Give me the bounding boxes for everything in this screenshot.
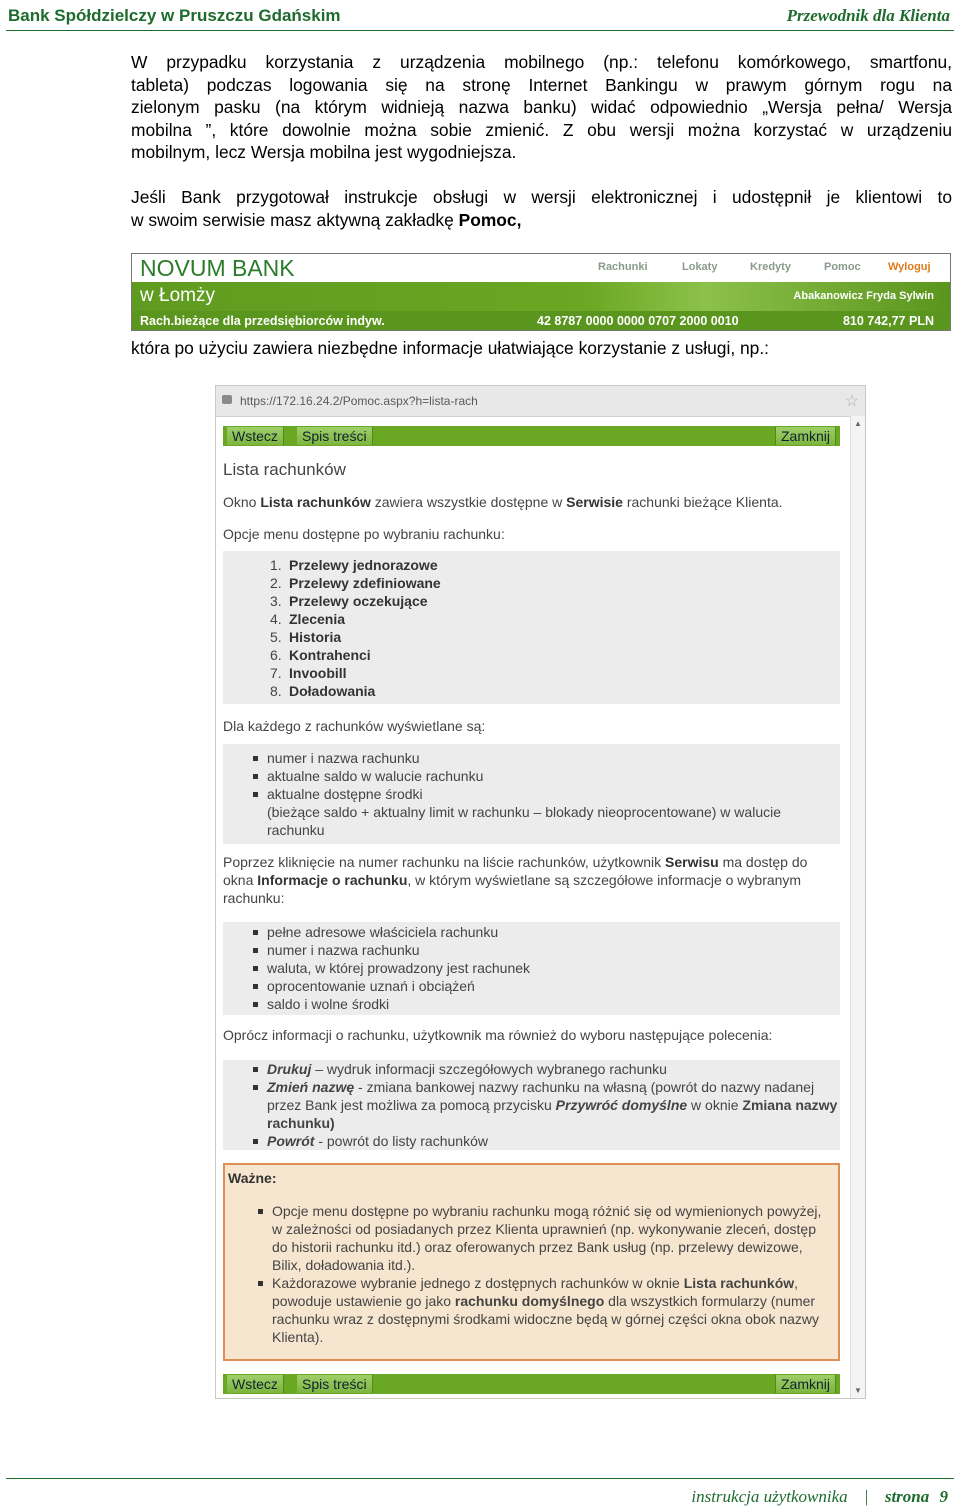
account-number: 42 8787 0000 0000 0707 2000 0010 xyxy=(537,314,739,328)
important-continuation: rachunku wraz z dostępnymi środkami widoczne będą w górnej części okna obok nazwy xyxy=(272,1311,820,1327)
important-continuation: Bilix, doładowania itd.). xyxy=(272,1257,416,1273)
scroll-up-icon: ▲ xyxy=(854,419,862,428)
bank-banner-top xyxy=(132,254,950,282)
important-continuation: do historii rachunku itd.) oraz oferowanych przez Bank usług (np. przelewy dewizowe, xyxy=(272,1239,803,1255)
close-button: Zamknij xyxy=(775,1375,836,1393)
displayed-fields-list xyxy=(223,744,840,844)
help-line xyxy=(131,209,952,232)
bank-banner-green xyxy=(132,282,950,311)
menu-item: 3. Przelewy oczekujące xyxy=(270,593,428,609)
nav-pomoc: Pomoc xyxy=(824,261,861,273)
help-toolbar-top xyxy=(223,426,840,446)
commands-heading: Oprócz informacji o rachunku, użytkownik ma również do wyboru następujące polecenia: xyxy=(223,1027,773,1043)
help-line-text: w swoim serwisie masz aktywną zakładkę xyxy=(131,209,459,230)
menu-item: 7. Invoobill xyxy=(270,665,347,681)
intro-line: zielonym pasku (na którym widnieją nazwa banku) widać odpowiednio „Wersja pełna/ Wersja xyxy=(131,97,952,117)
list-item: saldo i wolne środki xyxy=(267,996,390,1012)
example-caption: która po użyciu zawiera niezbędne informacje ułatwiające korzystanie z usługi, np.: xyxy=(131,338,769,358)
lock-icon xyxy=(222,395,232,404)
list-item: aktualne saldo w walucie rachunku xyxy=(267,768,484,784)
important-continuation: Klienta). xyxy=(272,1329,324,1345)
menu-item: 4. Zlecenia xyxy=(270,611,346,627)
user-name: Abakanowicz Fryda Sylwin xyxy=(793,290,934,302)
important-title: Ważne: xyxy=(228,1170,277,1186)
list-item: waluta, w której prowadzony jest rachunek xyxy=(267,960,531,976)
list-item: Powrót - powrót do listy rachunków xyxy=(267,1133,488,1149)
bank-banner-image xyxy=(131,253,951,331)
list-item: Drukuj – wydruk informacji szczegółowych wybranego rachunku xyxy=(267,1061,667,1077)
toc-button: Spis treści xyxy=(297,1375,373,1393)
page-header xyxy=(6,0,954,31)
list-item-continuation: przez Bank jest możliwa za pomocą przycisku Przywróć domyślne w oknie Zmiana nazwy xyxy=(267,1097,838,1113)
intro-line: tableta) podczas logowania się na stronę Internet Bankingu w prawym górnym rogu na xyxy=(131,74,952,95)
account-balance: 810 742,77 PLN xyxy=(842,314,934,328)
list-heading: Dla każdego z rachunków wyświetlane są: xyxy=(223,718,486,734)
help-title: Lista rachunków xyxy=(223,460,346,479)
nav-rachunki: Rachunki xyxy=(598,261,648,273)
click-info-line: okna Informacje o rachunku, w którym wyświetlane są szczegółowe informacje o wybranym xyxy=(223,872,802,888)
scrollbar xyxy=(850,416,865,1398)
page-footer xyxy=(6,1478,954,1506)
help-paragraph xyxy=(131,186,952,231)
close-button: Zamknij xyxy=(775,427,836,445)
important-item: Każdorazowe wybranie jednego z dostępnych rachunków w oknie Lista rachunków, xyxy=(272,1275,799,1291)
menu-options-list xyxy=(223,551,840,704)
menu-item: 2. Przelewy zdefiniowane xyxy=(270,575,441,591)
footer-page-label: strona xyxy=(884,1487,930,1506)
star-icon: ☆ xyxy=(844,393,859,410)
address-bar xyxy=(216,386,865,417)
help-intro: Okno Lista rachunków zawiera wszystkie dostępne w Serwisie rachunki bieżące Klienta. xyxy=(223,494,783,510)
list-item: pełne adresowe właściciela rachunku xyxy=(267,924,499,940)
click-info-line: Poprzez kliknięcie na numer rachunku na liście rachunków, użytkownik Serwisu ma dostęp do xyxy=(223,854,808,870)
account-info-list xyxy=(223,922,840,1015)
help-window-screenshot xyxy=(215,385,866,1399)
important-continuation: powoduje ustawienie go jako rachunku domyślnego dla wszystkich formularzy (numer xyxy=(272,1293,816,1309)
click-info-line: rachunku: xyxy=(223,890,285,906)
menu-item: 1. Przelewy jednorazowe xyxy=(270,557,438,573)
header-guide-title: Przewodnik dla Klienta xyxy=(786,6,950,25)
list-item: numer i nazwa rachunku xyxy=(267,942,420,958)
list-item-continuation: (bieżące saldo + aktualny limit w rachunku – blokady nieoprocentowane) w walucie xyxy=(267,804,782,820)
important-item: Opcje menu dostępne po wybraniu rachunku mogą różnić się od wymienionych powyżej, xyxy=(272,1203,822,1219)
footer-text xyxy=(691,1487,948,1507)
important-note-box xyxy=(223,1163,840,1361)
nav-wyloguj: Wyloguj xyxy=(888,261,931,273)
help-toolbar-bottom xyxy=(223,1374,840,1394)
important-continuation: w zależności od posiadanych przez Klienta uprawnień (np. wykonywanie zleceń, dostęp xyxy=(272,1221,816,1237)
list-item: numer i nazwa rachunku xyxy=(267,750,420,766)
list-item: oprocentowanie uznań i obciążeń xyxy=(267,978,475,994)
header-bank-name: Bank Spółdzielczy w Pruszczu Gdańskim xyxy=(8,6,341,25)
nav-kredyty: Kredyty xyxy=(750,261,791,273)
intro-line: mobilna ”, które dowolnie można sobie zmienić. Z obu wersji można korzystać w urządzeniu xyxy=(131,119,952,140)
toc-button: Spis treści xyxy=(297,427,373,445)
menu-heading: Opcje menu dostępne po wybraniu rachunku: xyxy=(223,526,505,542)
url-text: https://172.16.24.2/Pomoc.aspx?h=lista-rach xyxy=(240,394,478,408)
account-name: Rach.bieżące dla przedsiębiorców indyw. xyxy=(140,314,385,328)
menu-item: 6. Kontrahenci xyxy=(270,647,371,663)
list-item-continuation: rachunku) xyxy=(267,1115,335,1131)
intro-line: mobilnym, lecz Wersja mobilna jest wygodniejsza. xyxy=(131,142,517,162)
list-item-continuation: rachunku xyxy=(267,822,325,838)
bank-name: NOVUM BANK xyxy=(140,255,295,281)
intro-paragraph xyxy=(131,51,952,164)
list-item: aktualne dostępne środki xyxy=(267,786,423,802)
menu-item: 8. Doładowania xyxy=(270,683,376,699)
footer-label: instrukcja użytkownika xyxy=(691,1487,848,1506)
page-number: 9 xyxy=(939,1487,948,1506)
back-button: Wstecz xyxy=(227,1375,284,1393)
intro-line: W przypadku korzystania z urządzenia mobilnego (np.: telefonu komórkowego, smartfonu, xyxy=(131,52,952,72)
scroll-down-icon: ▼ xyxy=(854,1386,862,1395)
help-line: Jeśli Bank przygotował instrukcje obsługi w wersji elektronicznej i udostępnił je klientowi to xyxy=(131,187,952,207)
bank-city: w Łomży xyxy=(140,285,215,306)
footer-separator: | xyxy=(863,1487,869,1506)
commands-list xyxy=(223,1060,840,1150)
nav-lokaty: Lokaty xyxy=(682,261,718,273)
back-button: Wstecz xyxy=(227,427,284,445)
account-bar xyxy=(132,311,950,331)
help-pomoc-bold: Pomoc, xyxy=(458,209,522,230)
list-item: Zmień nazwę - zmiana bankowej nazwy rachunku na własną (powrót do nazwy nadanej xyxy=(267,1079,815,1095)
menu-item: 5. Historia xyxy=(270,629,342,645)
